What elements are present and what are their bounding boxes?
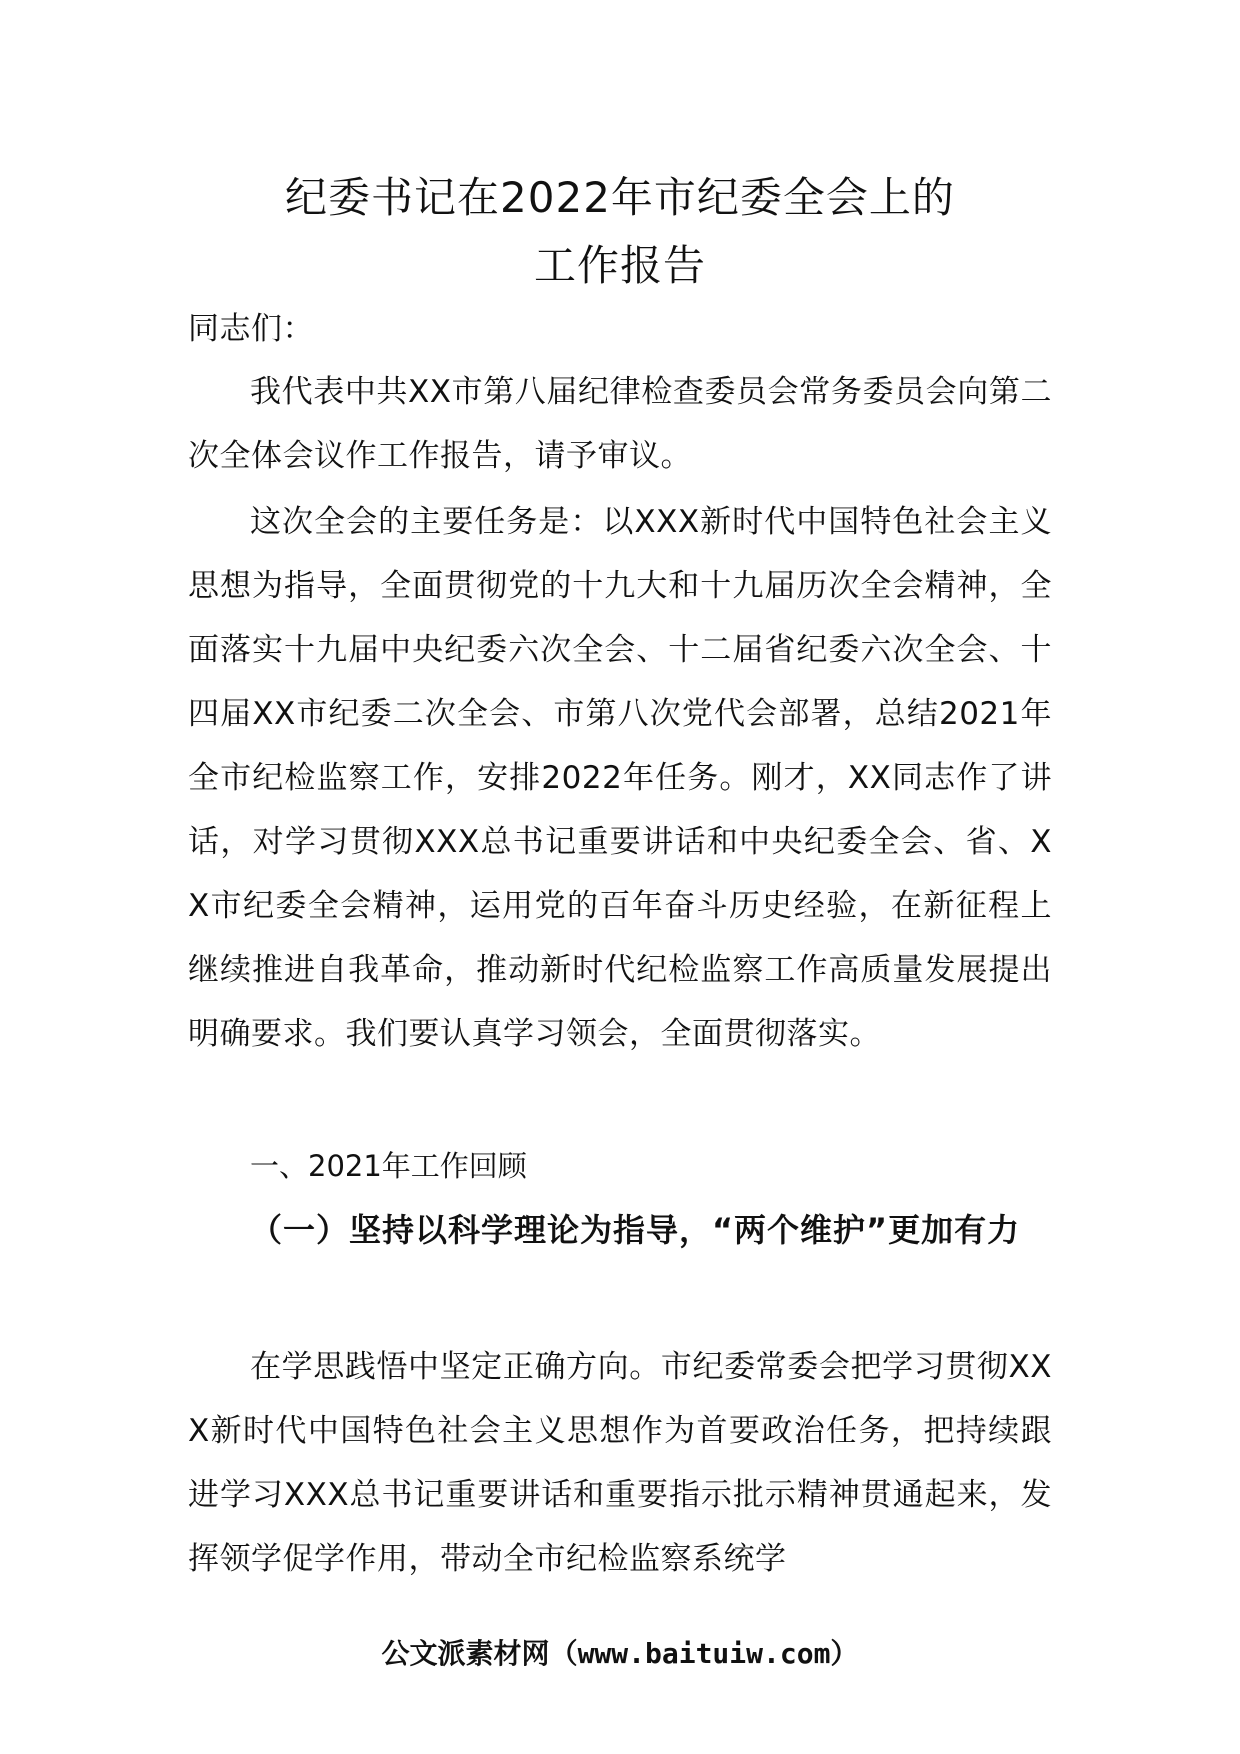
footer-watermark — [0, 1634, 1240, 1674]
paragraph-intro: 我代表中共XX市第八届纪律检查委员会常务委员会向第二次全体会议作工作报告，请予审议。 — [188, 374, 1052, 474]
salutation: 同志们： — [188, 311, 314, 347]
section-heading: 一、2021年工作回顾 — [250, 1149, 527, 1183]
document-title-line1: 纪委书记在2022年市纪委全会上的 — [285, 173, 955, 222]
document-title-line2: 工作报告 — [533, 241, 706, 290]
paragraph-study: 在学思践悟中坚定正确方向。市纪委常委会把学习贯彻XXX新时代中国特色社会主义思想作为首要政治任务，把持续跟进学习XXX总书记重要讲话和重要指示批示精神贯通起来，发挥领学促学作用，带动全市纪检监察系统学 — [188, 1349, 1052, 1577]
footer-site-name: 公文派素材网 — [381, 1637, 550, 1670]
subsection-heading: （一）坚持以科学理论为指导，“两个维护”更加有力 — [250, 1211, 1021, 1249]
footer-url: （www.baituiw.com） — [549, 1637, 859, 1670]
paragraph-tasks: 这次全会的主要任务是：以XXX新时代中国特色社会主义思想为指导，全面贯彻党的十九大和十九届历次全会精神，全面落实十九届中央纪委六次全会、十二届省纪委六次全会、十四届XX市纪委二次全会、市第八次党代会部署，总结2021年全市纪检监察工作，安排2022年任务。刚才，XX同志作了讲话，对学习贯彻XXX总书记重要讲话和中央纪委全会、省、XX市纪委全会精神，运用党的百年奋斗历史经验，在新征程上继续推进自我革命，推动新时代纪检监察工作高质量发展提出明确要求。我们要认真学习领会，全面贯彻落实。 — [188, 504, 1052, 1052]
